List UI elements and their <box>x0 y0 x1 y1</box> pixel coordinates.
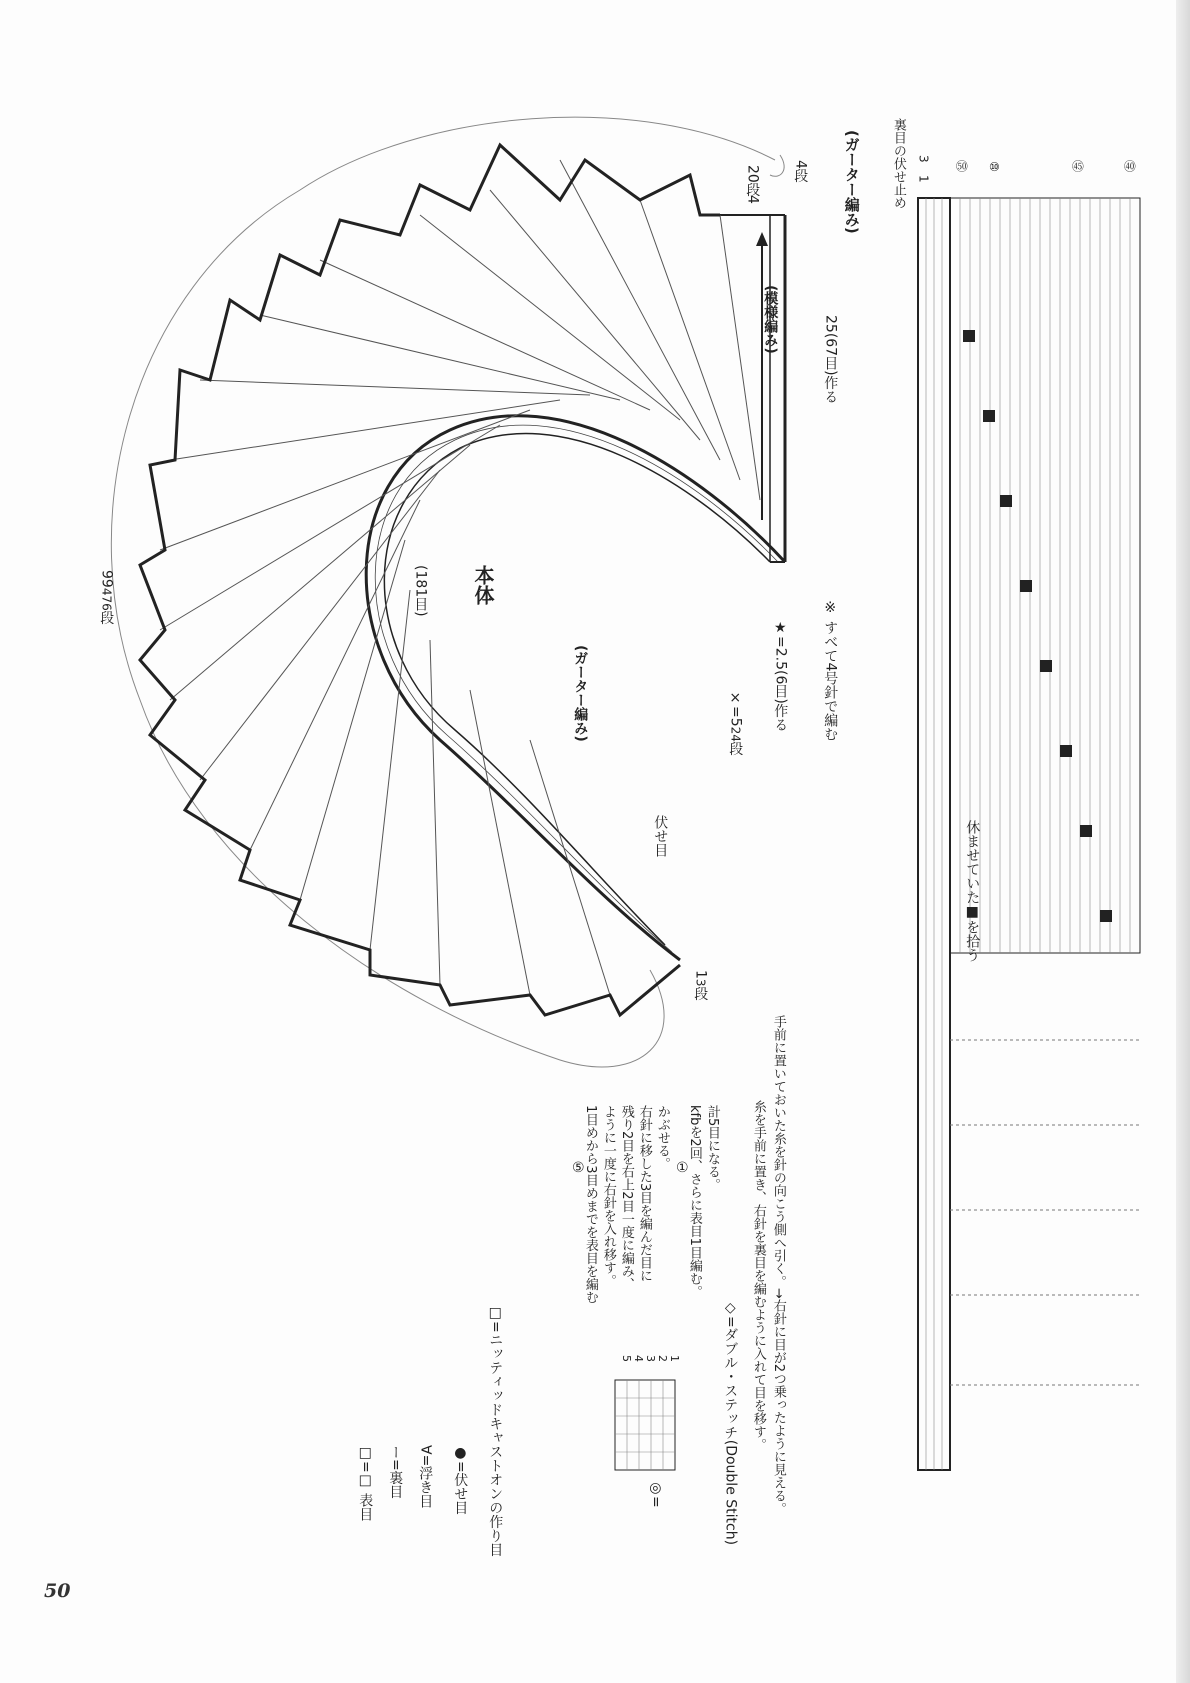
mini-row-1: 1 <box>667 1355 681 1362</box>
double-stitch-title: ◇=ダブル・ステッチ(Double Stitch) <box>722 1300 739 1546</box>
chart-top-label: 裏目の伏せ止め <box>890 118 906 209</box>
body-title: 本体 <box>471 565 495 605</box>
row-mark-1: 1 <box>916 175 931 183</box>
row-mark-3: 3 <box>916 155 931 163</box>
legend-purl: ー=裏目 <box>387 1445 404 1499</box>
mini-row-5: 5 <box>619 1355 633 1362</box>
rows-4a: 4 <box>744 195 761 204</box>
double-stitch-line2: 手前に置いておいた糸を針の向こう側へ引く。→右針に目が2つ乗ったように見える。 <box>770 1015 786 1516</box>
needle-note: ※ すべて4号針で編む <box>822 600 839 742</box>
note5-number: ⑤ <box>570 1160 587 1176</box>
legend-knit: □=□ 表目 <box>357 1445 374 1522</box>
star-note: ★=2.5(6目)作る <box>772 620 789 732</box>
mini-row-3: 3 <box>643 1355 657 1362</box>
note5-line2: ように一度に右針を入れ移す。 <box>600 1105 616 1287</box>
double-stitch-line1: 糸を手前に置き、右針を裏目を編むように入れて目を移す。 <box>750 1100 766 1451</box>
circle-symbol: ◎= <box>647 1480 664 1508</box>
pickup-label: 休ませていた■を拾う <box>964 820 981 962</box>
row-mark-50: ㊿ <box>954 160 969 172</box>
rows-4b: 4段 <box>792 160 809 183</box>
legend-cast-on: □=ニッティッドキャストオンの作り目 <box>487 1305 504 1557</box>
garter-label-left: (ガーター編み) <box>572 645 589 742</box>
note5-line1: 1目めから3目めまでを表目を編む <box>582 1105 598 1304</box>
note1-line1: kfbを2回、さらに表目1目編む。 <box>686 1105 702 1298</box>
legend-bind-off: ●=伏せ目 <box>452 1445 469 1515</box>
note1-line2: 計5目になる。 <box>704 1105 720 1192</box>
rows-total: 99476段 <box>98 570 115 625</box>
cast-on-label: 25(67目)作る <box>822 315 839 404</box>
stitch-count-181: (181目) <box>412 565 429 617</box>
rows-1-3: 13段 <box>692 970 709 1001</box>
note5-line3: 残り2目を右上2目一度に編み、 <box>618 1105 634 1291</box>
legend-slip: ∀=浮き目 <box>417 1445 434 1509</box>
row-mark-10: ⑩ <box>987 160 1002 174</box>
note5-line5: かぶせる。 <box>654 1105 670 1170</box>
rows-20: 20段 <box>744 165 761 197</box>
mini-row-2: 2 <box>655 1355 669 1362</box>
x-repeat-note: ×=524段 <box>727 690 744 756</box>
garter-label-right: (ガーター編み) <box>842 130 861 234</box>
pattern-label: (模様編み) <box>762 285 779 354</box>
mini-row-4: 4 <box>631 1355 645 1362</box>
note1-number: ① <box>674 1160 691 1176</box>
bind-off-label: 伏せ目 <box>652 815 669 857</box>
page-number: 50 <box>44 1580 71 1602</box>
row-mark-40: ㊵ <box>1122 160 1137 172</box>
row-mark-45: ㊺ <box>1070 160 1085 172</box>
note5-line4: 右針に移した3目を編んだ目に <box>636 1105 652 1283</box>
